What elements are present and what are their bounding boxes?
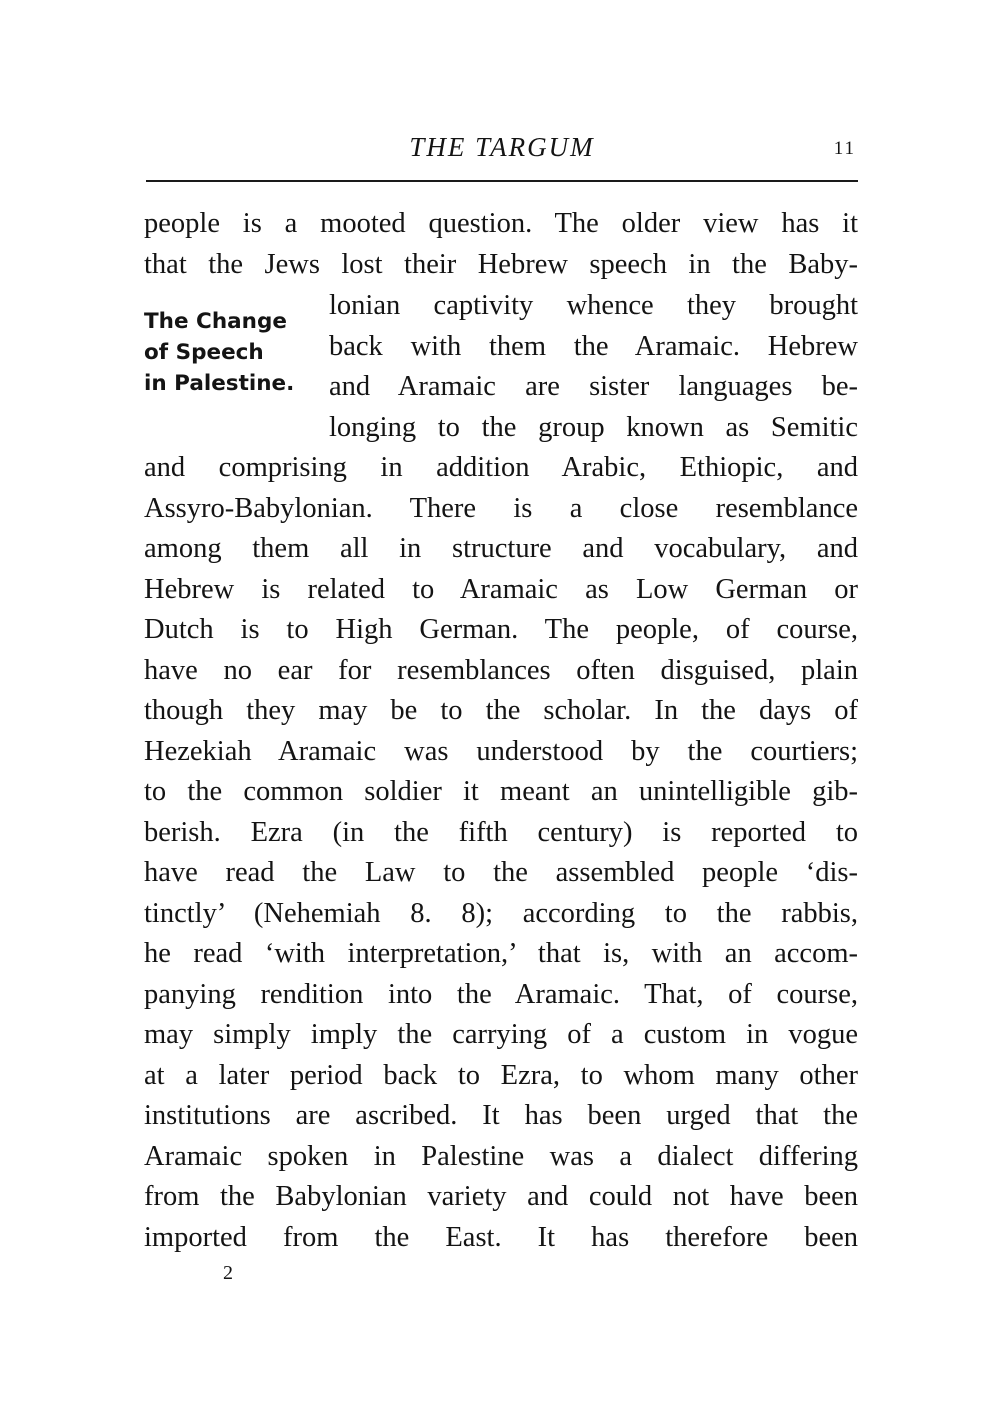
text-line: people is a mooted question. The older view has it: [144, 208, 858, 239]
text-line: he read ‘with interpretation,’ that is, with an accom-: [144, 938, 858, 969]
text-line: Aramaic spoken in Palestine was a dialect differing: [144, 1141, 858, 1172]
running-title: THE TARGUM: [409, 132, 595, 162]
text-line: and Aramaic are sister languages be-: [329, 371, 858, 402]
margin-note-line: The Change: [144, 309, 287, 334]
text-line: back with them the Aramaic. Hebrew: [329, 331, 858, 362]
signature-mark: 2: [223, 1262, 233, 1284]
text-line: among them all in structure and vocabulary, and: [144, 533, 858, 564]
text-line: tinctly’ (Nehemiah 8. 8); according to the rabbis,: [144, 898, 858, 929]
page-number: 11: [833, 138, 856, 159]
text-line: imported from the East. It has therefore been: [144, 1222, 858, 1253]
text-line: have no ear for resemblances often disguised, plain: [144, 655, 858, 686]
text-line: Dutch is to High German. The people, of course,: [144, 614, 858, 645]
text-line: Assyro-Babylonian. There is a close resemblance: [144, 493, 858, 524]
text-line: longing to the group known as Semitic: [329, 412, 858, 443]
running-head: [146, 132, 858, 168]
text-line: to the common soldier it meant an unintelligible gib-: [144, 776, 858, 807]
text-line: though they may be to the scholar. In the days of: [144, 695, 858, 726]
margin-note-line: in Palestine.: [144, 371, 295, 396]
margin-note: [144, 306, 324, 399]
text-line: Hebrew is related to Aramaic as Low German or: [144, 574, 858, 605]
text-line: from the Babylonian variety and could not have been: [144, 1181, 858, 1212]
header-rule: [146, 180, 858, 182]
text-line: and comprising in addition Arabic, Ethiopic, and: [144, 452, 858, 483]
text-line: that the Jews lost their Hebrew speech in the Baby-: [144, 249, 858, 280]
text-line: Hezekiah Aramaic was understood by the courtiers;: [144, 736, 858, 767]
margin-note-line: of Speech: [144, 340, 264, 365]
text-line: lonian captivity whence they brought: [329, 290, 858, 321]
text-line: may simply imply the carrying of a custom in vogue: [144, 1019, 858, 1050]
text-line: at a later period back to Ezra, to whom many other: [144, 1060, 858, 1091]
text-line: panying rendition into the Aramaic. That, of course,: [144, 979, 858, 1010]
text-line: berish. Ezra (in the fifth century) is reported to: [144, 817, 858, 848]
text-line: have read the Law to the assembled people ‘dis-: [144, 857, 858, 888]
text-line: institutions are ascribed. It has been urged that the: [144, 1100, 858, 1131]
